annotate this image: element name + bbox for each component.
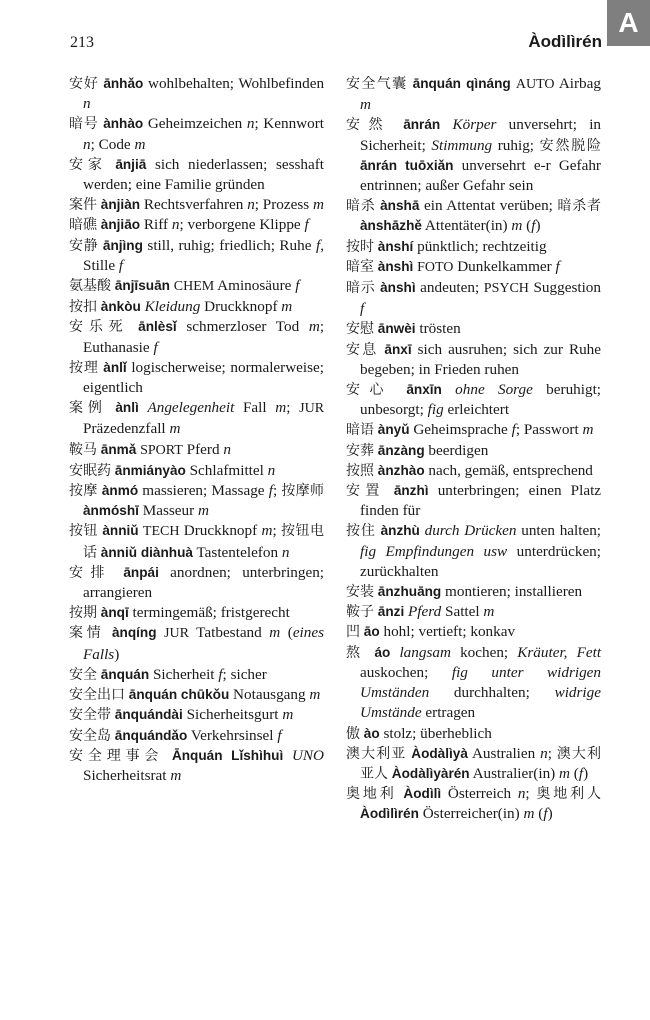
definition-text: ( [573, 764, 579, 782]
headword-hanzi: 安静 [69, 237, 99, 254]
headword-pinyin: ànzhù [380, 523, 420, 539]
definition-text: erleichtert [447, 401, 510, 419]
headword-hanzi: 澳大利亚人 [360, 745, 602, 782]
headword-pinyin: ànjiàn [100, 197, 141, 213]
definition-text: Riff [143, 216, 169, 234]
italic-gloss: n [223, 440, 231, 458]
dictionary-entry [69, 440, 324, 461]
italic-gloss: f [543, 805, 548, 823]
dictionary-entry [69, 317, 324, 357]
headword-pinyin: Àodàlìyà [411, 745, 468, 761]
definition-text: sich niederlassen; sesshaft werden; eine Familie gründen [83, 155, 325, 194]
definition-text: montieren; installieren [445, 583, 583, 601]
italic-gloss: Pferd [408, 603, 442, 621]
headword-pinyin: ānxī [384, 341, 412, 357]
definition-text: unversehrt e-r Gefahr entrinnen; außer Gefahr sein [360, 156, 601, 195]
subject-label: JUR [164, 626, 189, 642]
dictionary-entry [346, 481, 601, 521]
headword-pinyin: Àodìlìrén [360, 806, 419, 822]
italic-gloss: m [523, 805, 535, 823]
headword-hanzi: 安好 [69, 76, 99, 92]
definition-text: ( [526, 217, 532, 235]
running-head: Àodìlìrén [528, 32, 602, 51]
headword-pinyin: ānzi [377, 604, 405, 620]
headword-hanzi: 安乐死 [69, 319, 129, 336]
dictionary-entry [346, 319, 601, 339]
headword-pinyin: ànshì [380, 280, 416, 296]
headword-hanzi: 奥地利人 [536, 786, 602, 803]
definition-text: Aminosäure [217, 277, 292, 295]
headword-hanzi: 案例 [69, 400, 107, 417]
dictionary-entry [69, 481, 324, 521]
definition-text: Sicherheitsgurt [186, 706, 279, 724]
headword-hanzi: 暗礁 [69, 217, 97, 234]
headword-hanzi: 安息 [346, 341, 379, 358]
definition-text: hohl; vertieft; konkav [383, 623, 516, 641]
headword-pinyin: Ānquán Lǐshìhuì [171, 747, 284, 763]
italic-gloss: f [153, 338, 158, 356]
definition-text: ; verborgene Klippe [179, 216, 301, 234]
italic-gloss: f [315, 236, 321, 254]
definition-text: ; [272, 482, 278, 500]
definition-text: beruhigt; unbesorgt; [360, 381, 602, 419]
italic-gloss: m [170, 766, 182, 784]
headword-hanzi: 安葬 [346, 442, 374, 459]
headword-hanzi: 安慰 [346, 321, 374, 338]
dictionary-entry [69, 398, 324, 439]
headword-hanzi: 鞍子 [346, 604, 374, 621]
definition-text: Rechtsverfahren [143, 196, 244, 214]
headword-pinyin: ào [363, 725, 380, 741]
definition-text: ( [538, 805, 544, 823]
headword-hanzi: 安全理事会 [69, 747, 164, 764]
italic-gloss: f [295, 277, 300, 295]
definition-text: nach, gemäß, entsprechend [428, 461, 593, 479]
definition-text: ein Attentat verüben; [424, 197, 553, 215]
italic-gloss: m [360, 96, 371, 114]
headword-pinyin: ànniǔ [102, 523, 139, 539]
subject-label: JUR [299, 401, 325, 417]
dictionary-entry [346, 441, 601, 461]
headword-hanzi: 暗示 [346, 280, 376, 297]
definition-text: Verkehrsinsel [190, 726, 274, 744]
definition-text: ; sicher [222, 665, 267, 683]
dictionary-entry [346, 74, 601, 115]
definition-text: still, ruhig; friedlich; Ruhe [147, 236, 312, 254]
headword-hanzi: 安排 [69, 564, 113, 581]
subject-label: TECH [142, 524, 180, 540]
dictionary-entry [346, 196, 601, 236]
italic-gloss: n [540, 744, 548, 762]
dictionary-entry [69, 74, 324, 114]
definition-text: ; [525, 785, 530, 803]
headword-pinyin: ānzhì [393, 483, 429, 499]
definition-text: trösten [419, 320, 461, 338]
italic-gloss: m [309, 686, 321, 704]
headword-hanzi: 凹 [346, 624, 360, 641]
definition-text: ( [287, 624, 293, 642]
headword-hanzi: 氨基酸 [69, 278, 111, 295]
dictionary-entry [346, 744, 601, 784]
headword-pinyin: ànlì [115, 400, 139, 416]
dictionary-entry [69, 236, 324, 276]
headword-hanzi: 安装 [346, 584, 374, 601]
italic-gloss: Kleidung [144, 298, 201, 316]
italic-gloss: n [171, 216, 180, 234]
dictionary-entry [346, 115, 601, 196]
definition-text: ertragen [425, 704, 476, 722]
headword-hanzi: 安置 [346, 483, 385, 500]
italic-gloss: m [582, 421, 594, 439]
italic-gloss: m [313, 196, 324, 214]
definition-text: Schlafmittel [189, 461, 264, 479]
italic-gloss: n [267, 461, 276, 479]
dictionary-entry [69, 603, 324, 623]
italic-gloss: f [360, 300, 365, 318]
italic-gloss: m [169, 420, 181, 438]
definition-text: Tastentelefon [196, 543, 279, 561]
headword-pinyin: ānmiányào [114, 462, 186, 478]
dictionary-entry [346, 340, 601, 380]
definition-text: Attentäter(in) [424, 217, 508, 235]
headword-pinyin: Àodìlì [403, 786, 442, 802]
dictionary-entry [346, 278, 601, 319]
definition-text: Geheimzeichen [147, 115, 243, 133]
dictionary-entry [69, 297, 324, 317]
italic-gloss: fig [427, 401, 444, 419]
definition-text: ) [114, 645, 120, 663]
italic-gloss: widrige Umstände [360, 684, 601, 722]
definition-text: Pferd [186, 440, 220, 458]
dictionary-entry [346, 643, 601, 724]
definition-text: sich ausruhen; sich zur Ruhe begeben; in Frieden ruhen [360, 340, 602, 378]
dictionary-entry [346, 521, 601, 582]
definition-text: Masseur [142, 502, 195, 520]
italic-gloss: f [218, 665, 223, 683]
headword-hanzi: 按摩师 [281, 483, 325, 500]
headword-pinyin: ànyǔ [377, 422, 410, 438]
definition-text: Sicherheitsrat [83, 766, 167, 784]
dictionary-entry [346, 257, 601, 278]
dictionary-entry [346, 602, 601, 622]
headword-hanzi: 暗室 [346, 258, 374, 275]
italic-gloss: m [308, 318, 320, 336]
dictionary-entry [346, 784, 601, 824]
italic-gloss: m [511, 217, 523, 235]
headword-pinyin: ānquán [100, 666, 150, 682]
italic-gloss: n [83, 95, 91, 113]
italic-gloss: Kräuter, Fett [517, 643, 602, 661]
thumb-tab-letter: A [618, 7, 639, 38]
headword-hanzi: 案件 [69, 197, 97, 214]
italic-gloss: fig Empfindungen usw [360, 542, 508, 560]
definition-text: beerdigen [428, 441, 489, 459]
italic-gloss: eines Falls [83, 624, 325, 663]
dictionary-entry [69, 276, 324, 297]
definition-text: ; [286, 399, 291, 417]
headword-hanzi: 暗杀 [346, 198, 376, 215]
headword-hanzi: 安全 [69, 666, 97, 683]
italic-gloss: m [281, 298, 293, 316]
headword-pinyin: ànqī [100, 605, 129, 621]
headword-hanzi: 暗杀者 [557, 198, 602, 215]
italic-gloss: m [269, 624, 281, 642]
headword-pinyin: ānmǎ [100, 441, 137, 457]
headword-pinyin: ànshā [380, 198, 420, 214]
definition-text: Sicherheit [152, 665, 215, 683]
headword-pinyin: ānquándǎo [114, 727, 188, 743]
italic-gloss: m [275, 399, 287, 417]
italic-gloss: Angelegenheit [147, 399, 235, 417]
headword-pinyin: ànlǐ [103, 359, 127, 375]
dictionary-entry [69, 461, 324, 481]
headword-hanzi: 熬 [346, 644, 366, 661]
definition-text: anordnen; unterbringen; arrangieren [83, 563, 325, 602]
headword-pinyin: ānjīsuān [114, 278, 170, 294]
definition-text: andeuten; [420, 279, 480, 297]
italic-gloss: f [578, 764, 584, 782]
headword-hanzi: 暗号 [69, 116, 99, 133]
headword-hanzi: 安全出口 [69, 687, 125, 704]
definition-text: Sattel [445, 603, 480, 621]
definition-text: ; Code [90, 135, 131, 153]
subject-label: PSYCH [483, 281, 529, 297]
headword-pinyin: ānquán chūkǒu [128, 687, 230, 703]
headword-hanzi: 安心 [346, 382, 394, 399]
headword-pinyin: ànjiāo [100, 217, 141, 233]
headword-pinyin: ānjiā [115, 156, 147, 172]
definition-text: Airbag [558, 75, 601, 92]
italic-gloss: f [277, 726, 282, 744]
subject-label: SPORT [140, 442, 183, 458]
headword-pinyin: ànzhào [377, 462, 425, 478]
dictionary-entry [346, 237, 601, 257]
headword-pinyin: ānxīn [406, 382, 442, 398]
headword-hanzi: 按照 [346, 462, 374, 479]
headword-hanzi: 按钮 [69, 523, 99, 540]
italic-gloss: m [197, 502, 209, 520]
headword-hanzi: 按住 [346, 523, 376, 540]
italic-gloss: n [83, 135, 91, 153]
definition-text: unversehrt; in Sicherheit; [360, 116, 602, 154]
definition-text: Notausgang [233, 686, 306, 704]
dictionary-entry [69, 358, 324, 398]
italic-gloss: m [483, 603, 495, 621]
italic-gloss: UNO [291, 746, 325, 764]
italic-gloss: f [555, 257, 560, 275]
definition-text: schmerzloser Tod [186, 318, 300, 336]
headword-pinyin: ānquándài [114, 707, 183, 723]
dictionary-entry [69, 623, 324, 664]
italic-gloss: n [281, 543, 290, 561]
definition-text: ruhig; [497, 136, 535, 154]
headword-pinyin: ānzàng [377, 442, 425, 458]
definition-text: Österreich [447, 785, 512, 803]
headword-hanzi: 澳大利亚 [346, 745, 407, 762]
definition-text: ; [547, 744, 552, 762]
italic-gloss: m [134, 135, 146, 153]
definition-text: Australier(in) [472, 764, 556, 782]
italic-gloss: ohne Sorge [455, 381, 533, 399]
dictionary-entry [69, 665, 324, 685]
definition-text: ; Passwort [515, 421, 579, 439]
definition-text: Suggestion [533, 279, 601, 297]
headword-hanzi: 鞍马 [69, 441, 97, 458]
definition-text: unterdrücken; zurückhalten [360, 542, 601, 580]
dictionary-entry [69, 215, 324, 235]
definition-text: ) [583, 764, 589, 782]
definition-text: Österreicher(in) [422, 805, 520, 823]
definition-text: kochen; [460, 643, 509, 661]
entries-column-right [346, 74, 601, 825]
headword-hanzi: 按钮电话 [83, 523, 325, 561]
definition-text: Australien [471, 744, 536, 762]
italic-gloss: n [246, 115, 255, 133]
italic-gloss: n [247, 196, 255, 214]
headword-hanzi: 按摩 [69, 483, 98, 500]
subject-label: FOTO [417, 259, 454, 275]
definition-text: Fall [242, 399, 267, 417]
headword-pinyin: ānwèi [377, 321, 416, 337]
headword-hanzi: 按期 [69, 605, 97, 622]
definition-text: auskochen; [360, 663, 429, 681]
dictionary-entry [69, 563, 324, 603]
italic-gloss: Körper [452, 116, 497, 134]
definition-text: unten halten; [521, 522, 602, 540]
italic-gloss: m [261, 522, 273, 540]
definition-text: , Stille [83, 236, 325, 274]
definition-text: durchhalten; [453, 684, 530, 702]
definition-text: ; [272, 522, 277, 540]
dictionary-entry [69, 726, 324, 746]
headword-pinyin: ànhào [103, 116, 144, 132]
italic-gloss: langsam [399, 643, 451, 661]
definition-text: wohlbehalten; Wohlbefinden [147, 75, 325, 92]
headword-hanzi: 按时 [346, 238, 374, 255]
headword-pinyin: ànkòu [100, 299, 141, 315]
dictionary-entry [69, 521, 324, 562]
definition-text: ; Prozess [254, 196, 310, 214]
headword-hanzi: 安全岛 [69, 727, 111, 744]
definition-text: termingemäß; fristgerecht [132, 604, 290, 622]
dictionary-entry [346, 724, 601, 744]
letter-thumb-tab [607, 0, 650, 46]
dictionary-entry [69, 195, 324, 215]
dictionary-entry [69, 155, 324, 195]
definition-text: Druckknopf [204, 298, 278, 316]
headword-pinyin: ànmóshī [83, 503, 139, 519]
page-number: 213 [70, 34, 94, 51]
definition-text: ) [535, 217, 541, 235]
definition-text: massieren; Massage [142, 482, 265, 500]
italic-gloss: n [517, 785, 526, 803]
dictionary-entry [69, 705, 324, 725]
subject-label: CHEM [173, 279, 215, 295]
dictionary-entry [346, 622, 601, 642]
dictionary-entry [69, 114, 324, 154]
headword-pinyin: ānzhuāng [377, 584, 442, 600]
dictionary-entry [346, 420, 601, 440]
definition-text: ; Kennwort [254, 115, 324, 133]
headword-hanzi: 奥地利 [346, 786, 397, 803]
definition-text: ) [547, 805, 553, 823]
headword-hanzi: 安眠药 [69, 462, 111, 479]
headword-hanzi: 案情 [69, 625, 105, 642]
italic-gloss: fig unter widrigen Umständen [360, 663, 602, 702]
headword-pinyin: ànshì [377, 258, 414, 274]
italic-gloss: f [268, 482, 273, 500]
italic-gloss: f [531, 217, 536, 235]
italic-gloss: Stimmung [431, 136, 493, 154]
headword-pinyin: ànmó [101, 483, 139, 499]
definition-text: stolz; überheblich [383, 724, 492, 742]
headword-pinyin: ānpái [123, 564, 159, 580]
headword-hanzi: 安家 [69, 156, 107, 173]
headword-pinyin: ānquán qìnáng [412, 76, 511, 91]
dictionary-entry [69, 685, 324, 705]
headword-pinyin: áo [374, 644, 391, 660]
italic-gloss: f [511, 421, 516, 439]
definition-text: ; Euthanasie [83, 318, 325, 356]
definition-text: unterbringen; einen Platz finden für [360, 482, 602, 520]
headword-pinyin: ānrán [403, 117, 441, 133]
headword-pinyin: ānlèsǐ [138, 319, 177, 335]
headword-hanzi: 安然脱险 [539, 137, 601, 154]
headword-pinyin: ànshāzhě [360, 218, 422, 234]
italic-gloss: m [282, 706, 294, 724]
definition-text: Präzedenzfall [83, 420, 166, 438]
dictionary-entry [69, 746, 324, 786]
headword-pinyin: Àodàlìyàrén [391, 765, 470, 781]
definition-text: Tatbestand [196, 624, 262, 642]
headword-hanzi: 按理 [69, 359, 99, 376]
headword-pinyin: ànniǔ diànhuà [100, 544, 193, 560]
headword-hanzi: 暗语 [346, 422, 374, 439]
dictionary-entry [346, 582, 601, 602]
headword-pinyin: ānrán tuōxiǎn [360, 157, 454, 173]
headword-hanzi: 安全带 [69, 707, 111, 724]
definition-text: Druckknopf [183, 522, 258, 540]
headword-hanzi: 安然 [346, 117, 391, 134]
italic-gloss: durch Drücken [424, 522, 517, 540]
headword-hanzi: 傲 [346, 725, 360, 742]
italic-gloss: f [118, 256, 124, 274]
dictionary-entry [346, 380, 601, 420]
definition-text: pünktlich; rechtzeitig [417, 237, 547, 255]
italic-gloss: f [304, 216, 309, 234]
headword-pinyin: ànshí [377, 238, 414, 254]
italic-gloss: m [559, 764, 570, 782]
headword-pinyin: ānjìng [102, 237, 143, 253]
headword-pinyin: ànqíng [111, 625, 157, 641]
definition-text: logischerweise; normalerweise; eigentlich [83, 358, 325, 397]
headword-pinyin: āo [363, 624, 380, 640]
definition-text: Dunkelkammer [457, 257, 552, 275]
headword-hanzi: 按扣 [69, 299, 97, 316]
headword-pinyin: ānhǎo [103, 76, 144, 91]
definition-text: Geheimsprache [413, 421, 508, 439]
subject-label: AUTO [515, 77, 555, 92]
entries-column-left [69, 74, 324, 786]
headword-hanzi: 安全气囊 [346, 76, 408, 92]
dictionary-entry [346, 461, 601, 481]
